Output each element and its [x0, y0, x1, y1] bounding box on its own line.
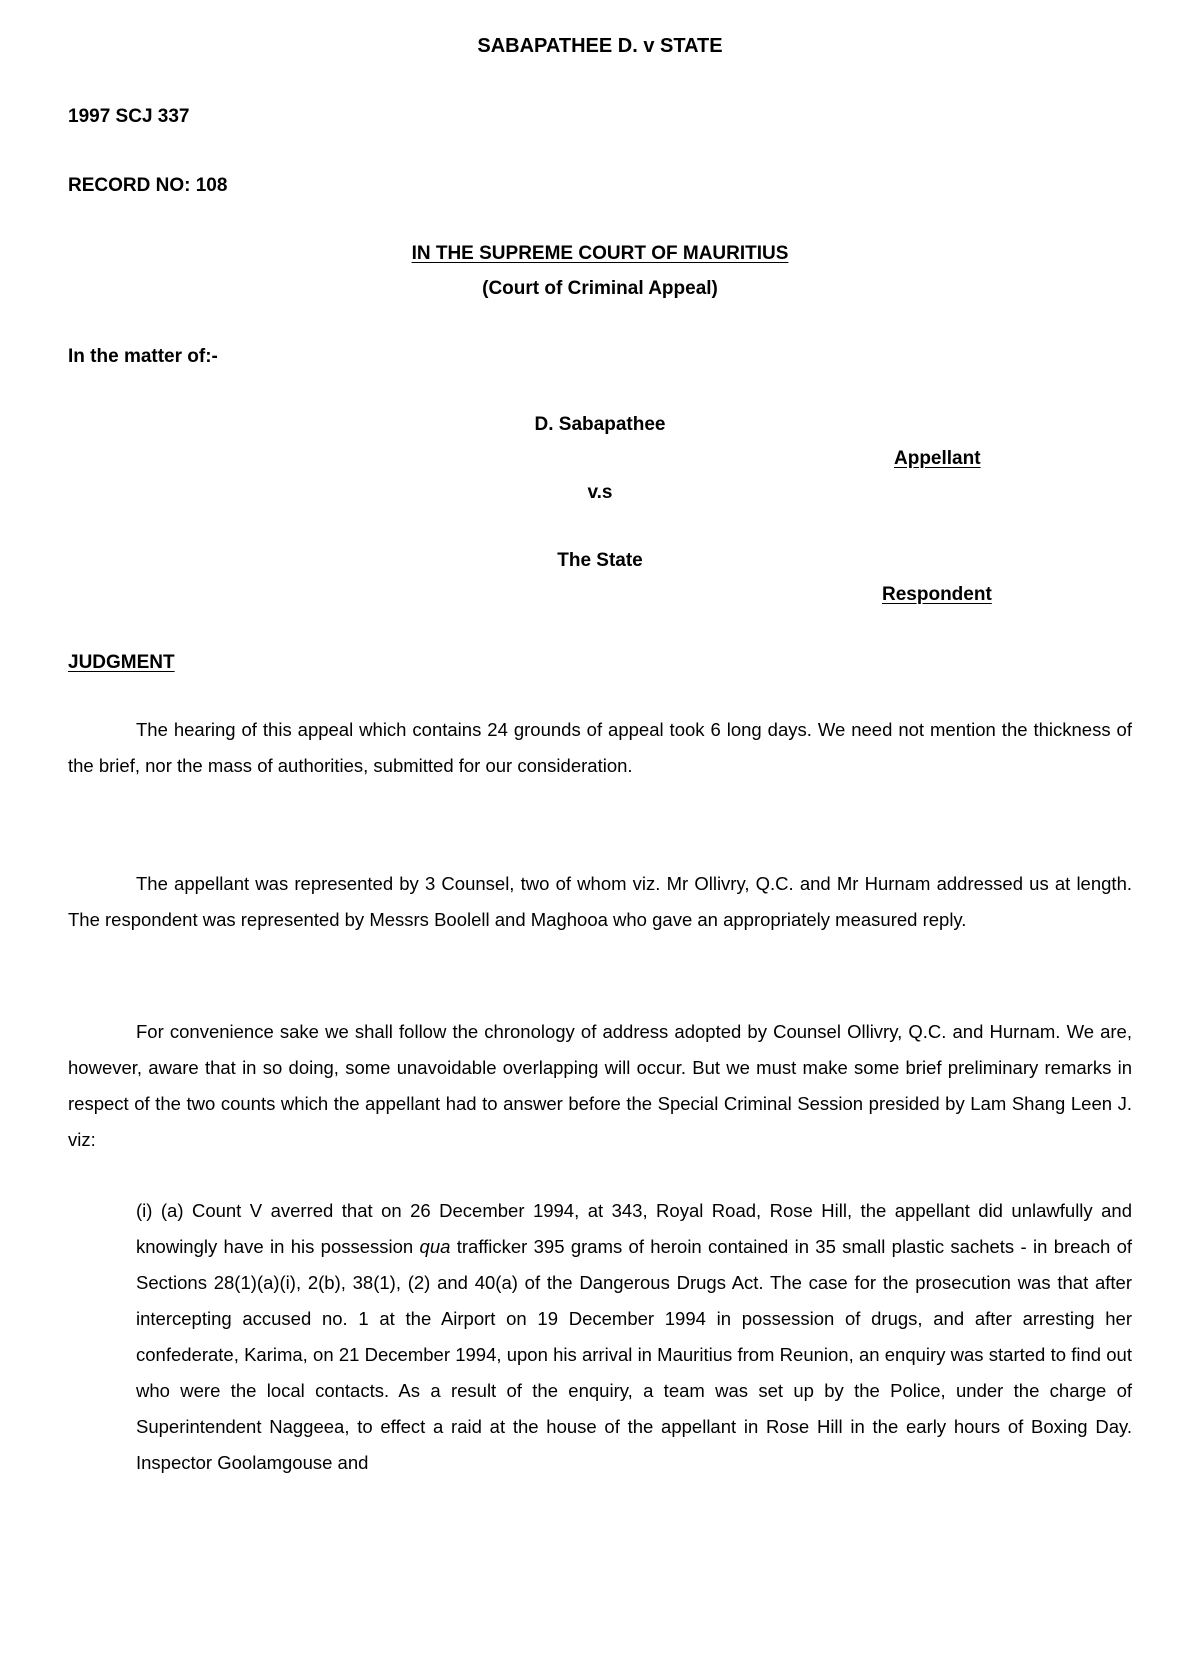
respondent-role: Respondent	[882, 584, 992, 605]
versus: v.s	[587, 482, 613, 503]
paragraph: The hearing of this appeal which contains 24 grounds of appeal took 6 long days. We need not mention the thickness of the brief, nor the mass of authorities, submitted for our consideration.	[68, 719, 1132, 776]
appellant-role: Appellant	[894, 448, 981, 469]
record-number: RECORD NO: 108	[68, 175, 228, 196]
matter-label: In the matter of:-	[68, 346, 218, 367]
count-item-text: (i) (a) Count V averred that on 26 December 1994, at 343, Royal Road, Rose Hill, the appellant did unlawfully and knowingly have in his possession	[136, 1200, 1132, 1257]
count-item-italic: qua	[419, 1236, 451, 1257]
count-item-text-cont: trafficker 395 grams of heroin contained in 35 small plastic sachets - in breach of Sections 28(1)(a)(i), 2(b), 38(1), (2) and 40(a) of the Dangerous Drugs Act. The case for the prosecution was that after intercepting accused no. 1 at the Airport on 19 December 1994 in possession of drugs, and after arresting her confederate, Karima, on 21 December 1994, upon his arrival in Mauritius from Reunion, an enquiry was started to find out who were the local contacts. As a result of the enquiry, a team was set up by the Police, under the charge of Superintendent Naggeea, to effect a raid at the house of the appellant in Rose Hill in the early hours of Boxing Day. Inspector Goolamgouse and	[136, 1236, 1132, 1473]
court-name: IN THE SUPREME COURT OF MAURITIUS	[411, 243, 789, 264]
paragraph: For convenience sake we shall follow the chronology of address adopted by Counsel Ollivry, Q.C. and Hurnam. We are, however, aware that in so doing, some unavoidable overlapping will occur. But we must make some brief preliminary remarks in respect of the two counts which the appellant had to answer before the Special Criminal Session presided by Lam Shang Leen J. viz:	[68, 1021, 1132, 1150]
judgment-heading: JUDGMENT	[68, 652, 175, 673]
count-item	[136, 1193, 1132, 1481]
appellant-name: D. Sabapathee	[534, 414, 666, 435]
respondent-name: The State	[557, 550, 643, 571]
court-division: (Court of Criminal Appeal)	[482, 278, 718, 299]
citation: 1997 SCJ 337	[68, 106, 190, 127]
case-title: SABAPATHEE D. v STATE	[477, 35, 723, 57]
paragraph: The appellant was represented by 3 Counsel, two of whom viz. Mr Ollivry, Q.C. and Mr Hurnam addressed us at length. The respondent was represented by Messrs Boolell and Maghooa who gave an appropriately measured reply.	[68, 873, 1132, 930]
